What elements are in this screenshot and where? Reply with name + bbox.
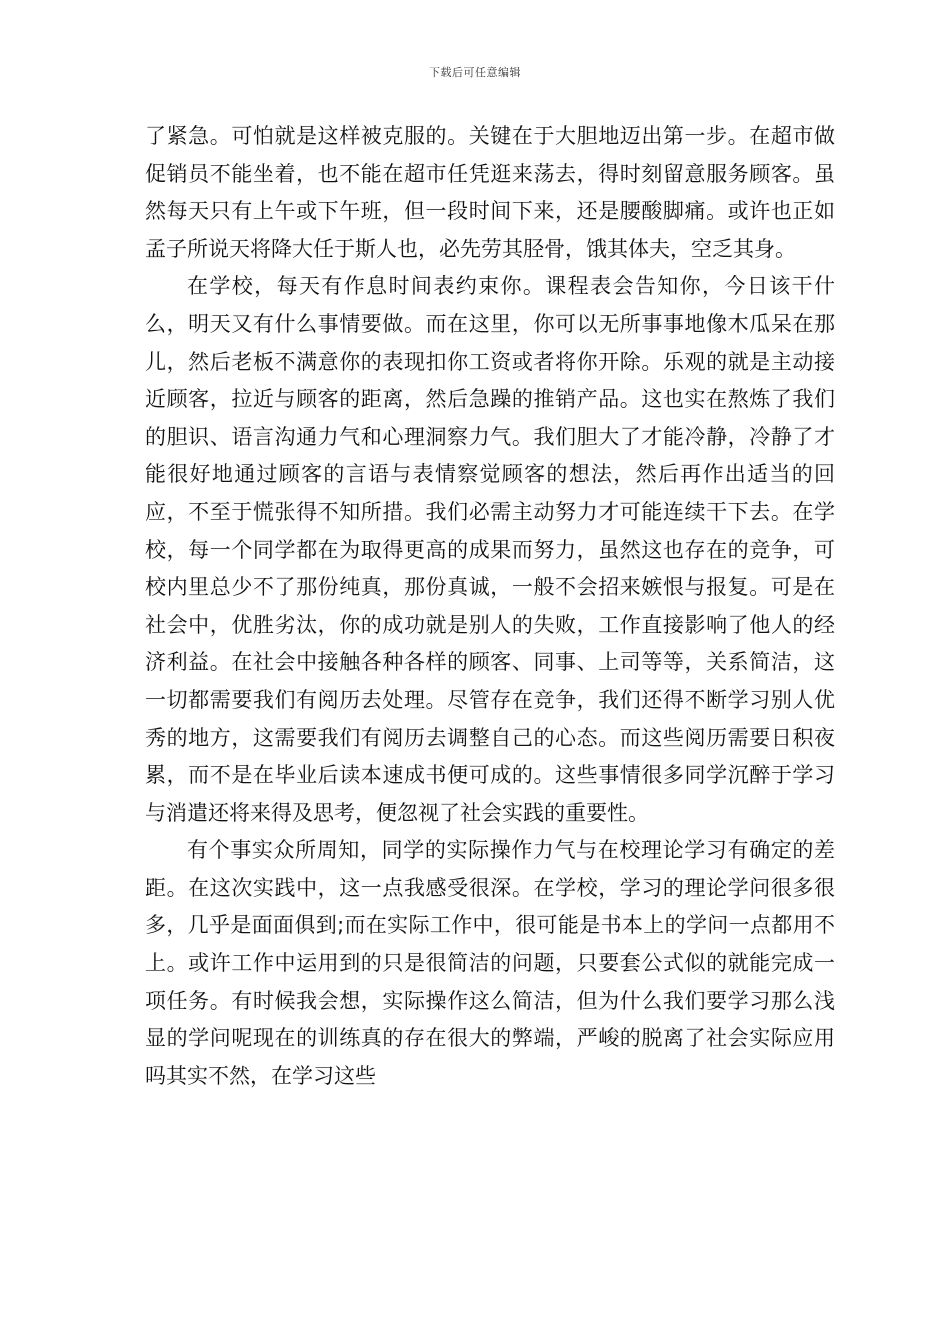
page-header: 下载后可任意编辑	[429, 66, 521, 79]
paragraph: 有个事实众所周知，同学的实际操作力气与在校理论学习有确定的差距。在这次实践中，这一点我感受很深。在学校，学习的理论学问很多很多，几乎是面面俱到;而在实际工作中，很可能是书本上的学问一点都用不上。或许工作中运用到的只是很简洁的问题，只要套公式似的就能完成一项任务。有时候我会想，实际操作这么简洁，但为什么我们要学习那么浅显的学问呢现在的训练真的存在很大的弊端，严峻的脱离了社会实际应用吗其实不然，在学习这些	[145, 838, 835, 1088]
paragraph: 了紧急。可怕就是这样被克服的。关键在于大胆地迈出第一步。在超市做促销员不能坐着，也不能在超市任凭逛来荡去，得时刻留意服务顾客。虽然每天只有上午或下午班，但一段时间下来，还是腰酸脚痛。或许也正如孟子所说天将降大任于斯人也，必先劳其胫骨，饿其体夫，空乏其身。	[145, 124, 835, 261]
paragraph: 在学校，每天有作息时间表约束你。课程表会告知你，今日该干什么，明天又有什么事情要做。而在这里，你可以无所事事地像木瓜呆在那儿，然后老板不满意你的表现扣你工资或者将你开除。乐观的就是主动接近顾客，拉近与顾客的距离，然后急躁的推销产品。这也实在熬炼了我们的胆识、语言沟通力气和心理洞察力气。我们胆大了才能冷静，冷静了才能很好地通过顾客的言语与表情察觉顾客的想法，然后再作出适当的回应，不至于慌张得不知所措。我们必需主动努力才可能连续干下去。在学校，每一个同学都在为取得更高的成果而努力，虽然这也存在的竞争，可校内里总少不了那份纯真，那份真诚，一般不会招来嫉恨与报复。可是在社会中，优胜劣汰，你的成功就是别人的失败，工作直接影响了他人的经济利益。在社会中接触各种各样的顾客、同事、上司等等，关系简洁，这一切都需要我们有阅历去处理。尽管存在竞争，我们还得不断学习别人优秀的地方，这需要我们有阅历去调整自己的心态。而这些阅历需要日积夜累，而不是在毕业后读本速成书便可成的。这些事情很多同学沉醉于学习与消遣还将来得及思考，便忽视了社会实践的重要性。	[145, 274, 835, 825]
document-body	[145, 118, 835, 1095]
